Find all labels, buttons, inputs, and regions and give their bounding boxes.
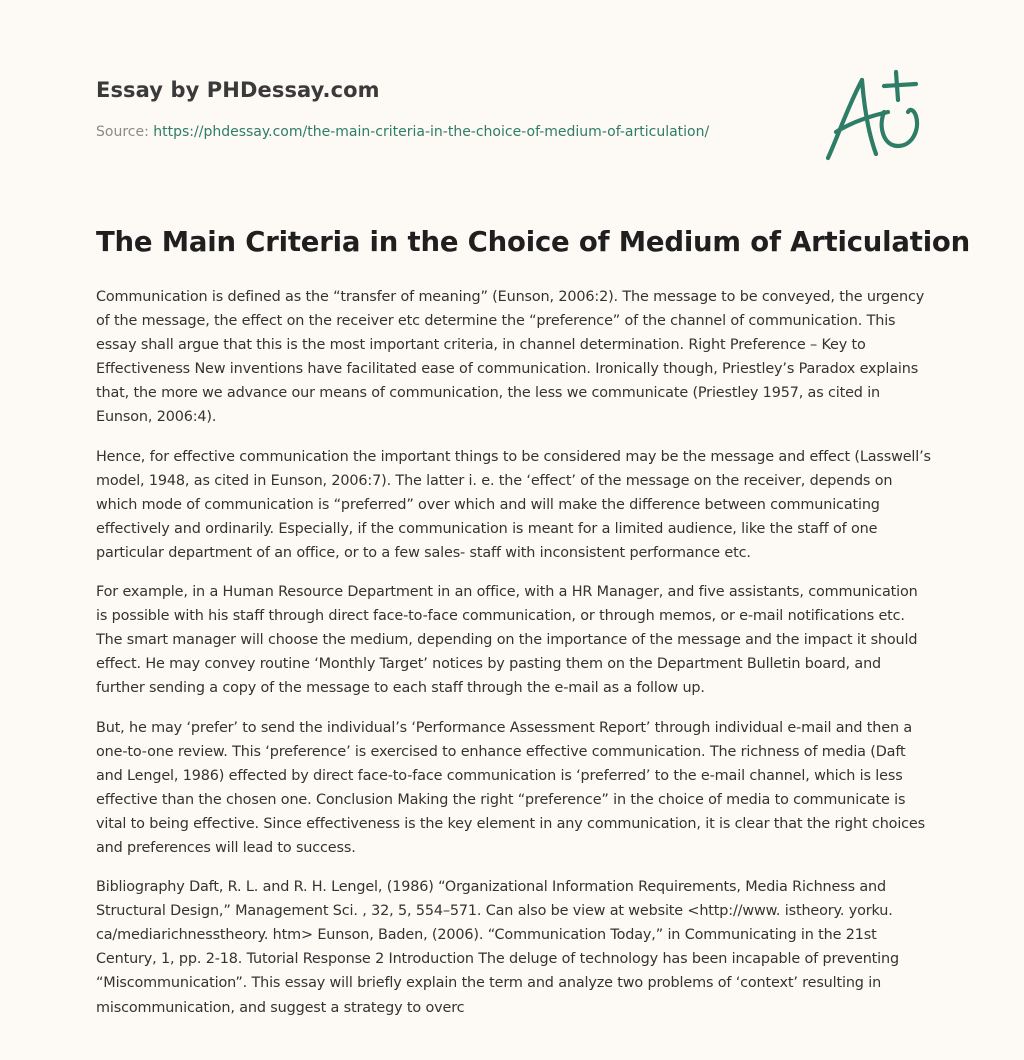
paragraph-1: Communication is defined as the “transfer of meaning” (Eunson, 2006:2). The message to be conveyed, the urgency of the message, the effect on the receiver etc determine the “preference” of the channel of communication. This essay shall argue that this is the most important criteria, in channel determination. Right Preference – Key to Effectiveness New inventions have facilitated ease of communication. Ironically though, Priestley’s Paradox explains that, the more we advance our means of communication, the less we communicate (Priestley 1957, as cited in Eunson, 2006:4). — [96, 289, 925, 426]
brand-title: Essay by PHDessay.com — [96, 78, 380, 102]
article-body — [96, 285, 932, 1035]
source-link[interactable]: https://phdessay.com/the-main-criteria-in-the-choice-of-medium-of-articulation/ — [153, 124, 710, 140]
paragraph-4: But, he may ‘prefer’ to send the individual’s ‘Performance Assessment Report’ through individual e-mail and then a one-to-one review. This ‘preference’ is exercised to enhance effective communication. The richness of media (Daft and Lengel, 1986) effected by direct face-to-face communication is ‘preferred’ to the e-mail channel, which is less effective than the chosen one. Conclusion Making the right “preference” in the choice of media to communicate is vital to being effective. Since effectiveness is the key element in any communication, it is clear that the right choices and preferences will lead to success. — [96, 719, 925, 856]
source-line — [96, 124, 709, 140]
paragraph-5: Bibliography Daft, R. L. and R. H. Lengel, (1986) “Organizational Information Requirements, Media Richness and Structural Design,” Management Sci. , 32, 5, 554–571. Can also be view at website <http://www. istheory. yorku. ca/mediarichnesstheory. htm> Eunson, Baden, (2006). “Communication Today,” in Communicating in the 21st Century, 1, pp. 2-18. Tutorial Response 2 Introduction The deluge of technology has been incapable of preventing “Miscommunication”. This essay will briefly explain the term and analyze two problems of ‘context’ resulting in miscommunication, and suggest a strategy to overc — [96, 879, 899, 1016]
paragraph-2: Hence, for effective communication the important things to be considered may be the message and effect (Lasswell’s model, 1948, as cited in Eunson, 2006:7). The latter i. e. the ‘effect’ of the message on the receiver, depends on which mode of communication is “preferred” over which and will make the difference between communicating effectively and ordinarily. Especially, if the communication is meant for a limited audience, like the staff of one particular department of an office, or to a few sales- staff with inconsistent performance etc. — [96, 448, 931, 561]
a-plus-grade-icon — [818, 66, 930, 168]
page-title: The Main Criteria in the Choice of Medium of Articulation — [96, 226, 970, 258]
paragraph-3: For example, in a Human Resource Department in an office, with a HR Manager, and five assistants, communication is possible with his staff through direct face-to-face communication, or through memos, or e-mail notifications etc. The smart manager will choose the medium, depending on the importance of the message and the impact it should effect. He may convey routine ‘Monthly Target’ notices by pasting them on the Department Bulletin board, and further sending a copy of the message to each staff through the e-mail as a follow up. — [96, 584, 918, 697]
source-label: Source: — [96, 124, 154, 140]
